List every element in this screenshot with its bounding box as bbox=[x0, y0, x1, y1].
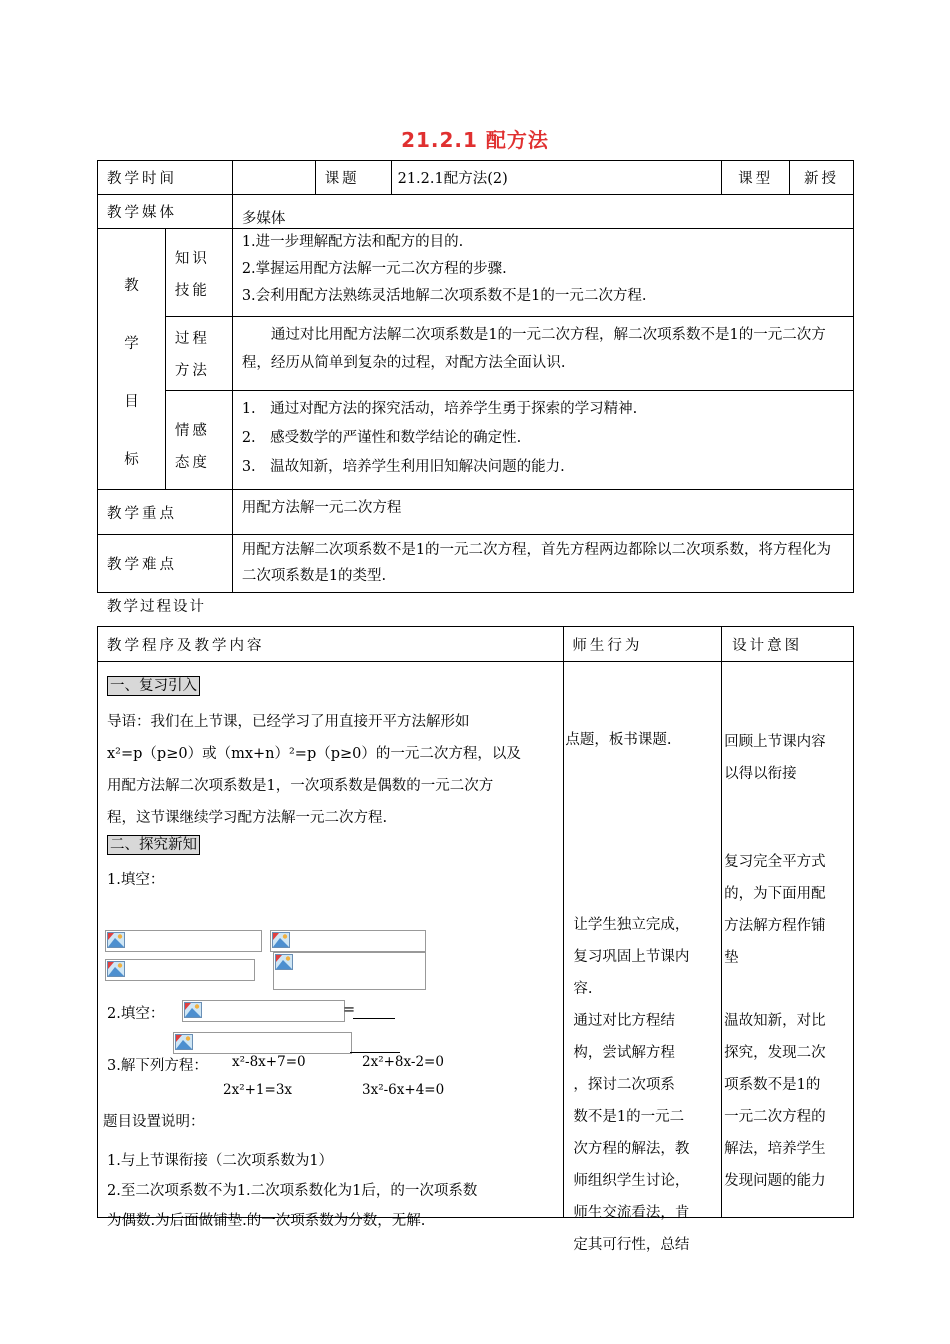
goals-label bbox=[98, 229, 166, 490]
page-title: 21.2.1 配方法 bbox=[401, 128, 549, 152]
intent-cell bbox=[722, 662, 854, 1218]
formula-image-placeholder bbox=[105, 930, 262, 952]
difficulty-text: 用配方法解二次项系数不是1的一元二次方程，首先方程两边都除以二次项系数，将方程化为二次项系数是1的类型. bbox=[232, 535, 853, 593]
key-point-text: 用配方法解一元二次方程 bbox=[232, 490, 853, 535]
formula-image-placeholder bbox=[273, 952, 426, 990]
explain-text: 1.与上节课衔接（二次项系数为1） 2.至二次项系数不为1.二次项系数化为1后，的一次项系数 为偶数.为后面做铺垫.的一次项系数为分数，无解. bbox=[107, 1153, 478, 1229]
behavior-2: 让学生独立完成， 复习巩固上节课内 容. bbox=[573, 917, 690, 997]
attitude-item: 1. 通过对配方法的探究活动，培养学生勇于探索的学习精神. bbox=[241, 401, 638, 418]
answer-blank bbox=[350, 1052, 400, 1053]
media-label: 教学媒体 bbox=[98, 195, 233, 229]
equals-sign: = bbox=[343, 1002, 356, 1018]
equation: 2x²+8x-2=0 bbox=[362, 1054, 444, 1070]
equation: 3x²-6x+4=0 bbox=[362, 1082, 445, 1098]
goals-char: 标 bbox=[124, 452, 139, 468]
intent-3: 温故知新，对比 探究，发现二次 项系数不是1的 一元二次方程的 解法，培养学生 发现问题的能力 bbox=[724, 1013, 826, 1189]
process-design-table bbox=[97, 626, 854, 1253]
process-design-title: 教学过程设计 bbox=[107, 599, 206, 615]
knowledge-label: 知识 技能 bbox=[165, 229, 232, 317]
broken-image-icon bbox=[175, 1034, 193, 1050]
fill-1-label: 1.填空： bbox=[107, 872, 165, 888]
goals-char: 目 bbox=[124, 394, 139, 410]
knowledge-items bbox=[232, 229, 853, 317]
attitude-item: 2. 感受数学的严谨性和数学结论的确定性. bbox=[241, 430, 522, 447]
formula-image-placeholder bbox=[182, 1000, 345, 1022]
broken-image-icon bbox=[107, 961, 125, 977]
attitude-items bbox=[232, 391, 853, 490]
formula-image-placeholder bbox=[173, 1032, 352, 1054]
goals-char: 教 bbox=[124, 278, 139, 294]
broken-image-icon bbox=[275, 954, 293, 970]
process-label: 过程 方法 bbox=[165, 317, 232, 391]
knowledge-item: 2.掌握运用配方法解一元二次方程的步骤. bbox=[241, 261, 507, 277]
broken-image-icon bbox=[272, 932, 290, 948]
topic-value: 21.2.1配方法(2) bbox=[391, 161, 722, 195]
explain-title: 题目设置说明： bbox=[103, 1114, 205, 1130]
lesson-info-table bbox=[97, 160, 854, 593]
time-label: 教学时间 bbox=[98, 161, 233, 195]
solve-label: 3.解下列方程： bbox=[107, 1058, 208, 1074]
attitude-item: 3. 温故知新，培养学生利用旧知解决问题的能力. bbox=[241, 459, 565, 476]
key-point-label: 教学重点 bbox=[98, 490, 233, 535]
broken-image-icon bbox=[184, 1002, 202, 1018]
header-intent: 设计意图 bbox=[722, 627, 854, 662]
time-value bbox=[232, 161, 315, 195]
equation: x²-8x+7=0 bbox=[232, 1054, 306, 1070]
broken-image-icon bbox=[107, 932, 125, 948]
content-cell bbox=[98, 662, 564, 1229]
behavior-1: 点题，板书课题. bbox=[565, 732, 672, 748]
type-value: 新授 bbox=[790, 161, 854, 195]
formula-image-placeholder bbox=[270, 930, 426, 952]
answer-blank bbox=[353, 1018, 395, 1019]
section-review: 一、复习引入 bbox=[107, 676, 200, 696]
behavior-cell bbox=[564, 662, 722, 1253]
topic-label: 课题 bbox=[315, 161, 391, 195]
fill-2-label: 2.填空： bbox=[107, 1006, 165, 1022]
attitude-label: 情感 态度 bbox=[165, 391, 232, 490]
header-content: 教学程序及教学内容 bbox=[98, 627, 564, 662]
media-value: 多媒体 bbox=[232, 195, 853, 229]
equation: 2x²+1=3x bbox=[223, 1082, 293, 1098]
knowledge-item: 3.会利用配方法熟练灵活地解二次项系数不是1的一元二次方程. bbox=[241, 288, 647, 304]
goals-char: 学 bbox=[124, 336, 139, 352]
difficulty-label: 教学难点 bbox=[98, 535, 233, 593]
behavior-3: 通过对比方程结 构，尝试解方程 ，探讨二次项系 数不是1的一元二 次方程的解法，教 师组织学生讨论， 师生交流看法，肯 定其可行性，总结 bbox=[573, 1013, 690, 1253]
intro-text: 导语：我们在上节课，已经学习了用直接开平方法解形如 x²=p（p≥0）或（mx+n）²=p（p≥0）的一元二次方程，以及 用配方法解二次项系数是1，一次项系数是偶数的一元二次方 程，这节课继续学习配方法解一元二次方程. bbox=[107, 714, 521, 826]
knowledge-item: 1.进一步理解配方法和配方的目的. bbox=[241, 234, 464, 250]
intent-1: 回顾上节课内容 以得以衔接 bbox=[724, 734, 826, 782]
header-behavior: 师生行为 bbox=[564, 627, 722, 662]
section-explore: 二、探究新知 bbox=[107, 835, 200, 855]
process-text: 通过对比用配方法解二次项系数是1的一元二次方程，解二次项系数不是1的一元二次方程，经历从简单到复杂的过程，对配方法全面认识. bbox=[232, 317, 853, 391]
formula-image-placeholder bbox=[105, 959, 255, 981]
type-label: 课型 bbox=[722, 161, 790, 195]
intent-2: 复习完全平方式 的，为下面用配 方法解方程作铺 垫 bbox=[724, 854, 826, 966]
